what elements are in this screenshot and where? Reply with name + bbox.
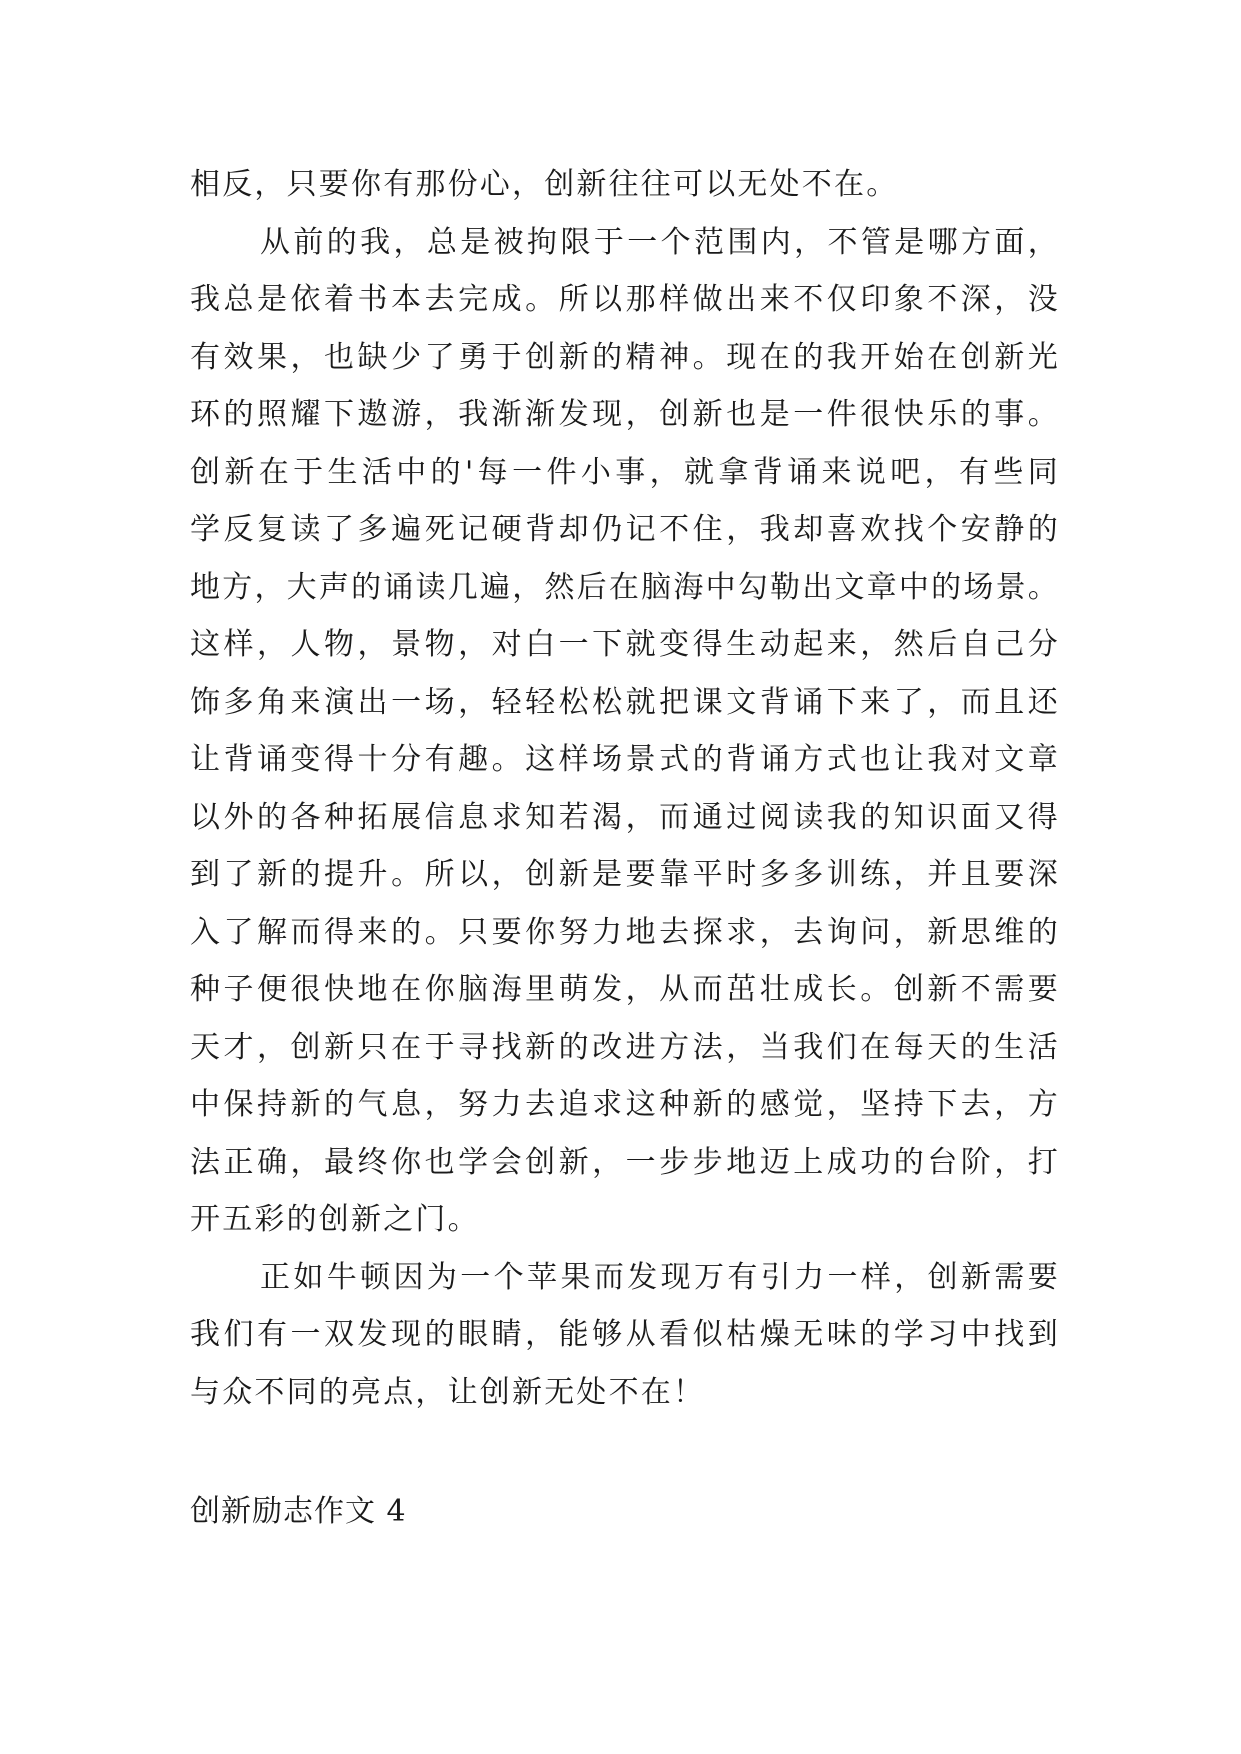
text-line: 我们有一双发现的眼睛，能够从看似枯燥无味的学习中找到	[190, 1317, 1060, 1352]
text-line: 学反复读了多遍死记硬背却仍记不住，我却喜欢找个安静的	[190, 512, 1060, 547]
text-line: 相反，只要你有那份心，创新往往可以无处不在。	[190, 167, 899, 202]
text-line: 我总是依着书本去完成。所以那样做出来不仅印象不深，没	[190, 282, 1060, 317]
text-line: 这样，人物，景物，对白一下就变得生动起来，然后自己分	[190, 627, 1060, 662]
text-line: 地方，大声的诵读几遍，然后在脑海中勾勒出文章中的场景。	[190, 569, 1060, 605]
text-line: 有效果，也缺少了勇于创新的精神。现在的我开始在创新光	[190, 339, 1060, 375]
text-line: 创新在于生活中的'每一件小事，就拿背诵来说吧，有些同	[190, 454, 1060, 490]
text-line: 让背诵变得十分有趣。这样场景式的背诵方式也让我对文章	[190, 742, 1060, 777]
paragraph-p2	[190, 214, 1060, 1249]
section-heading: 创新励志作文 4	[190, 1494, 407, 1529]
text-line: 从前的我，总是被拘限于一个范围内，不管是哪方面，	[260, 224, 1060, 260]
text-line: 正如牛顿因为一个苹果而发现万有引力一样，创新需要	[260, 1259, 1060, 1295]
text-line: 天才，创新只在于寻找新的改进方法，当我们在每天的生活	[190, 1029, 1060, 1065]
text-line: 入了解而得来的。只要你努力地去探求，去询问，新思维的	[190, 914, 1060, 950]
text-line: 到了新的提升。所以，创新是要靠平时多多训练，并且要深	[190, 857, 1060, 892]
paragraph-p3	[190, 1249, 1060, 1422]
paragraph-p1	[190, 156, 1060, 214]
text-line: 中保持新的气息，努力去追求这种新的感觉，坚持下去，方	[190, 1087, 1060, 1122]
text-line: 以外的各种拓展信息求知若渴，而通过阅读我的知识面又得	[190, 799, 1060, 835]
text-line: 与众不同的亮点，让创新无处不在！	[190, 1374, 706, 1410]
text-line: 环的照耀下遨游，我渐渐发现，创新也是一件很快乐的事。	[190, 397, 1060, 432]
text-line: 开五彩的创新之门。	[190, 1202, 480, 1237]
essay-body	[190, 156, 1060, 1421]
text-line: 种子便很快地在你脑海里萌发，从而茁壮成长。创新不需要	[190, 972, 1060, 1007]
text-line: 法正确，最终你也学会创新，一步步地迈上成功的台阶，打	[190, 1144, 1060, 1180]
text-line: 饰多角来演出一场，轻轻松松就把课文背诵下来了，而且还	[190, 684, 1060, 720]
